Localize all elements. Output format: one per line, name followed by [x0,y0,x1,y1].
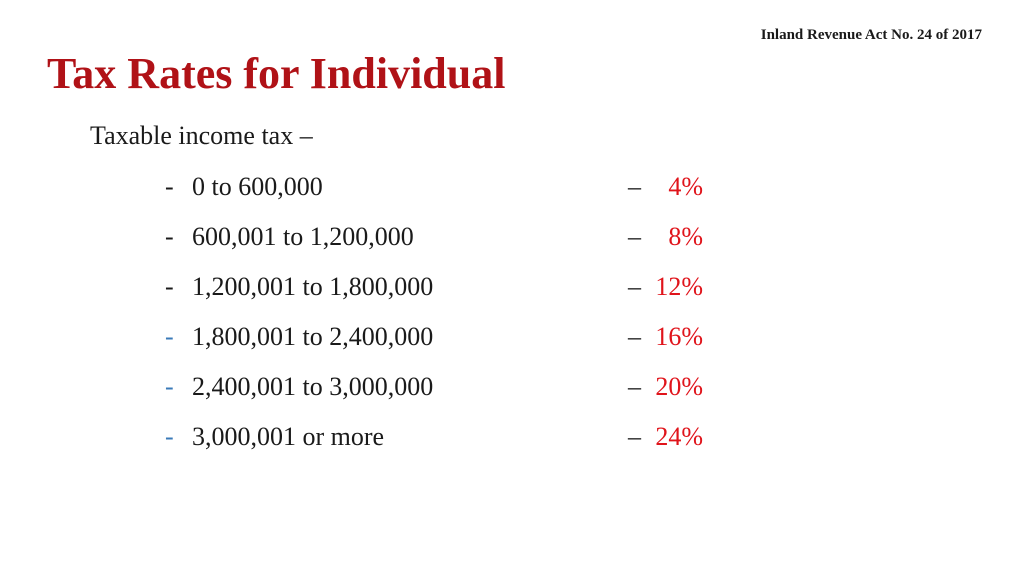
income-range: 0 to 600,000 [192,172,323,201]
tax-rate: 8% [668,222,703,251]
bullet-dash: - [165,272,174,301]
separator-dash: – [628,422,641,451]
bullet-dash: - [165,222,174,251]
tax-rate: 12% [655,272,703,301]
bullet-dash: - [165,422,174,451]
bullet-dash: - [165,372,174,401]
subheading: Taxable income tax – [90,121,313,150]
separator-dash: – [628,272,641,301]
tax-rate: 16% [655,322,703,351]
tax-bracket-row [165,370,725,420]
slide-title: Tax Rates for Individual [47,49,506,98]
tax-bracket-row [165,220,725,270]
income-range: 1,800,001 to 2,400,000 [192,322,434,351]
bullet-dash: - [165,172,174,201]
separator-dash: – [628,172,641,201]
tax-bracket-row [165,320,725,370]
income-range: 600,001 to 1,200,000 [192,222,414,251]
income-range: 1,200,001 to 1,800,000 [192,272,434,301]
act-reference: Inland Revenue Act No. 24 of 2017 [760,27,982,43]
tax-bracket-row [165,170,725,220]
tax-rate: 20% [655,372,703,401]
tax-rate: 4% [668,172,703,201]
income-range: 3,000,001 or more [192,422,385,451]
separator-dash: – [628,222,641,251]
separator-dash: – [628,322,641,351]
tax-bracket-row [165,420,725,470]
tax-bracket-row [165,270,725,320]
separator-dash: – [628,372,641,401]
bullet-dash: - [165,322,174,351]
income-range: 2,400,001 to 3,000,000 [192,372,434,401]
tax-bracket-list [165,170,725,470]
tax-rate: 24% [655,422,703,451]
